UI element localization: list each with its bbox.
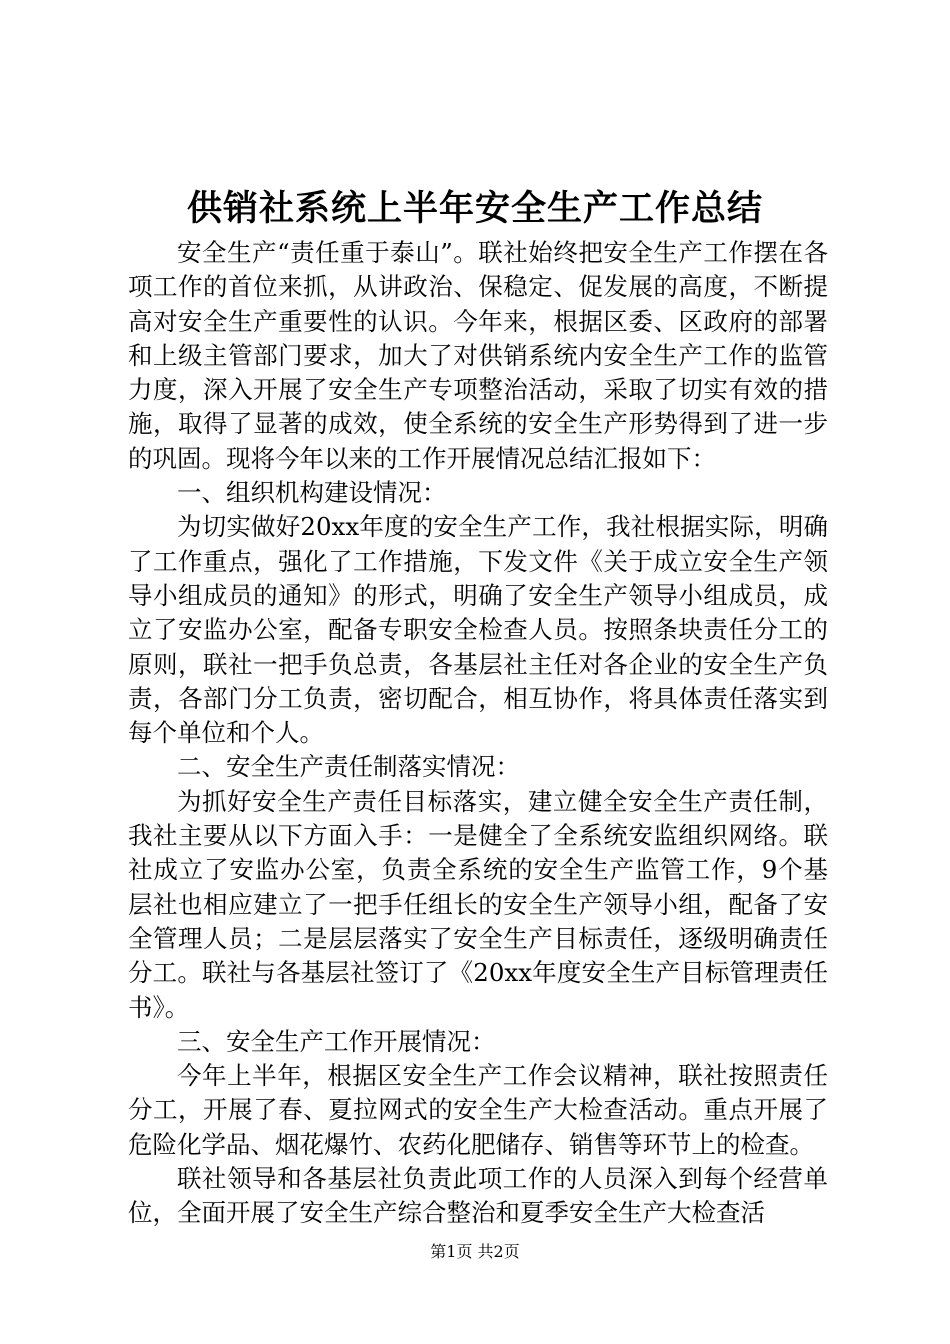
page-footer [0, 1241, 950, 1263]
document-body [128, 236, 828, 1231]
section-heading-2: 二、安全生产责任制落实情况： [177, 752, 520, 782]
section-heading-3: 三、安全生产工作开展情况： [177, 1026, 496, 1056]
page-total: 共2页 [477, 1242, 520, 1261]
paragraph-section-3: 今年上半年，根据区安全生产工作会议精神，联社按照责任分工，开展了春、夏拉网式的安全生产大检查活动。重点开展了危险化学品、烟花爆竹、农药化肥储存、销售等环节上的检查。 [128, 1061, 828, 1159]
paragraph-intro: 安全生产“责任重于泰山”。联社始终把安全生产工作摆在各项工作的首位来抓，从讲政治、保稳定、促发展的高度，不断提高对安全生产重要性的认识。今年来，根据区委、区政府的部署和上级主管部门要求，加大了对供销系统内安全生产工作的监管力度，深入开展了安全生产专项整治活动，采取了切实有效的措施，取得了显著的成效，使全系统的安全生产形势得到了进一步的巩固。现将今年以来的工作开展情况总结汇报如下： [128, 238, 828, 473]
paragraph-section-3-cont: 联社领导和各基层社负责此项工作的人员深入到每个经营单位，全面开展了安全生产综合整治和夏季安全生产大检查活 [128, 1164, 828, 1228]
paragraph-section-2: 为抓好安全生产责任目标落实，建立健全安全生产责任制，我社主要从以下方面入手：一是健全了全系统安监组织网络。联社成立了安监办公室，负责全系统的安全生产监管工作，9个基层社也相应建立了一把手任组长的安全生产领导小组，配备了安全管理人员；二是层层落实了安全生产目标责任，逐级明确责任分工。联社与各基层社签订了《20xx年度安全生产目标管理责任书》。 [128, 786, 828, 1022]
page-number: 第1页 [430, 1242, 473, 1261]
section-heading-1: 一、组织机构建设情况： [177, 478, 447, 508]
paragraph-section-1: 为切实做好20xx年度的安全生产工作，我社根据实际，明确了工作重点，强化了工作措施，下发文件《关于成立安全生产领导小组成员的通知》的形式，明确了安全生产领导小组成员，成立了安监办公室，配备专职安全检查人员。按照条块责任分工的原则，联社一把手负总责，各基层社主任对各企业的安全生产负责，各部门分工负责，密切配合，相互协作，将具体责任落实到每个单位和个人。 [128, 512, 828, 748]
document-title: 供销社系统上半年安全生产工作总结 [186, 188, 763, 229]
